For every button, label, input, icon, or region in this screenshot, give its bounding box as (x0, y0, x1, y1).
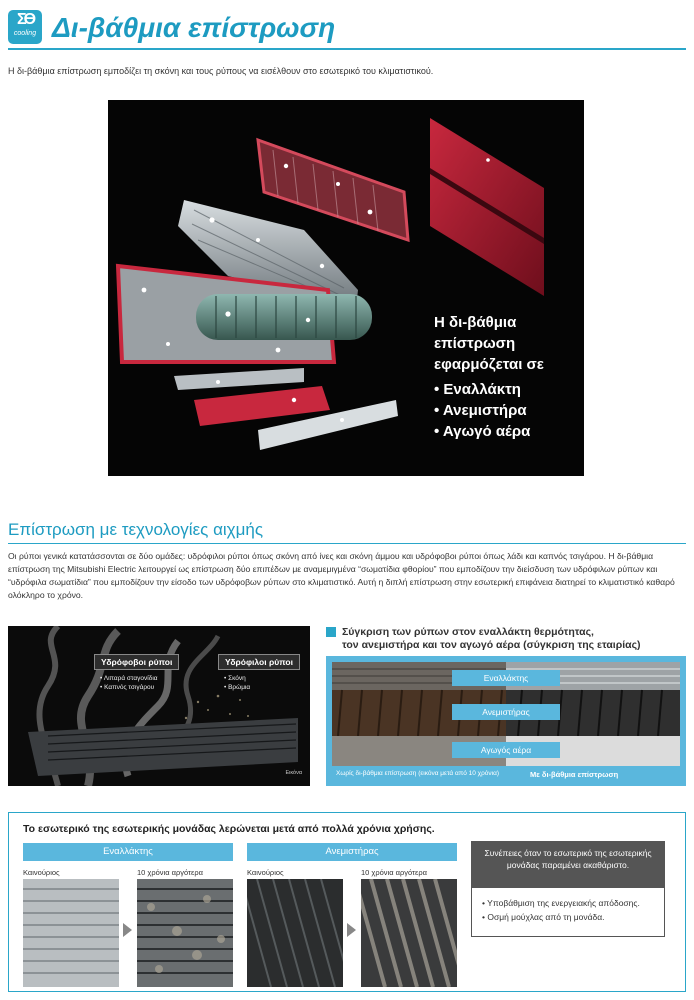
cooling-logo (8, 10, 42, 44)
hydrophilic-items (224, 674, 250, 692)
label-heat-exchanger: Εναλλάκτης (452, 670, 560, 686)
hydrophobic-items (100, 674, 158, 692)
section-title: Επίστρωση με τεχνολογίες αιχμής (8, 520, 686, 544)
consequence-item: • Οσμή μούχλας από τη μονάδα. (482, 912, 605, 922)
hydrophilic-tag: Υδρόφιλοι ρύποι (218, 654, 300, 670)
group-fan-band: Ανεμιστήρας (247, 843, 457, 861)
label-fan: Ανεμιστήρας (452, 704, 560, 720)
arrow-icon (347, 923, 356, 937)
label-air-duct: Αγωγός αέρα (452, 742, 560, 758)
hydrophilic-item: • Βρώμια (224, 684, 251, 691)
page-header (8, 8, 686, 50)
old-label: 10 χρόνια αργότερα (361, 868, 427, 877)
old-label: 10 χρόνια αργότερα (137, 868, 203, 877)
consequences-list (471, 887, 665, 937)
hero-caption (434, 312, 544, 442)
consequences-title: Συνέπειες όταν το εσωτερικό της εσωτερικής μονάδας παραμένει ακαθάριστο. (471, 841, 665, 887)
comparison-box (326, 656, 686, 786)
section-body: Οι ρύποι γενικά κατατάσσονται σε δύο ομάδες: υδρόφιλοι ρύποι όπως σκόνη από ίνες και σκόνη άμμου και υδρόφοβοι ρύποι όπως λάδι και καπνός τσιγάρου. Η δι-βάθμια επίστρωση της Mitsubishi Electric λειτουργεί ως επίστρωση δύο επιπέδων με αναμεμιγμένα “σωματίδια φθορίου” που εμποδίζουν την διείσδυση των υδρόφιλων ρύπων και “υδρόφιλα σωματίδια” που εμποδίζουν την είσοδο των υδρόφοβων ρύπων στο κλιματιστικό. Αυτή η διπλή επίστρωση στην εσωτερική επιφάνεια διατηρεί το κλιματιστικό καθαρό ολόκληρο το χρόνο. (8, 551, 675, 600)
new-label: Καινούριος (247, 868, 284, 877)
cooling-logo-symbol: ƩƟ (16, 11, 34, 28)
horizontal-vane (174, 368, 304, 390)
photo-caption: Εικόνα (285, 770, 302, 776)
hero-bullet: • Ανεμιστήρα (434, 402, 527, 419)
bottom-title: Το εσωτερικό της εσωτερικής μονάδας λερώνεται μετά από πολλά χρόνια χρήσης. (23, 823, 435, 835)
dirt-over-time-box (8, 812, 686, 992)
hydrophobic-item: • Λιπαρά σταγονίδια (100, 675, 158, 682)
hero-heading-line: Η δι-βάθμια (434, 314, 517, 331)
hydrophobic-item: • Καπνός τσιγάρου (100, 684, 155, 691)
heat-exchanger-new-photo (23, 879, 119, 987)
cooling-logo-caption: cooling (13, 30, 37, 37)
smoke-illustration (8, 626, 310, 786)
consequence-item: • Υποβάθμιση της ενεργειακής απόδοσης. (482, 898, 640, 908)
hero-heading-line: επίστρωση (434, 335, 516, 352)
intro-text: Η δι-βάθμια επίστρωση εμποδίζει τη σκόνη και τους ρύπους να εισέλθουν στο εσωτερικό του κλιματιστικού. (8, 66, 434, 76)
arrow-icon (123, 923, 132, 937)
hero-heading-line: εφαρμόζεται σε (434, 356, 544, 373)
comparison-title-line: τον ανεμιστήρα και τον αγωγό αέρα (σύγκριση της εταιρίας) (342, 639, 641, 651)
hero-bullet: • Αγωγό αέρα (434, 423, 531, 440)
hero-exploded-view (108, 100, 584, 476)
footer-with-coating: Με δι-βάθμια επίστρωση (530, 770, 619, 779)
new-label: Καινούριος (23, 868, 60, 877)
page-title: Δι-βάθμια επίστρωση (52, 12, 336, 43)
fan-old-photo (361, 879, 457, 987)
hydrophilic-item: • Σκόνη (224, 675, 246, 682)
fan-new-photo (247, 879, 343, 987)
heading-marker (326, 627, 336, 637)
hero-bullet: • Εναλλάκτη (434, 381, 521, 398)
hydrophobic-tag: Υδρόφοβοι ρύποι (94, 654, 179, 670)
group-heat-exchanger-band: Εναλλάκτης (23, 843, 233, 861)
pollutants-photo (8, 626, 310, 786)
heat-exchanger-old-photo (137, 879, 233, 987)
footer-without-coating: Χωρίς δι-βάθμια επίστρωση (εικόνα μετά από 10 χρόνια) (336, 770, 500, 777)
cross-flow-fan (196, 294, 372, 340)
comparison-title (342, 626, 641, 652)
comparison-title-line: Σύγκριση των ρύπων στον εναλλάκτη θερμότητας, (342, 626, 594, 638)
comparison-photo (332, 662, 680, 766)
